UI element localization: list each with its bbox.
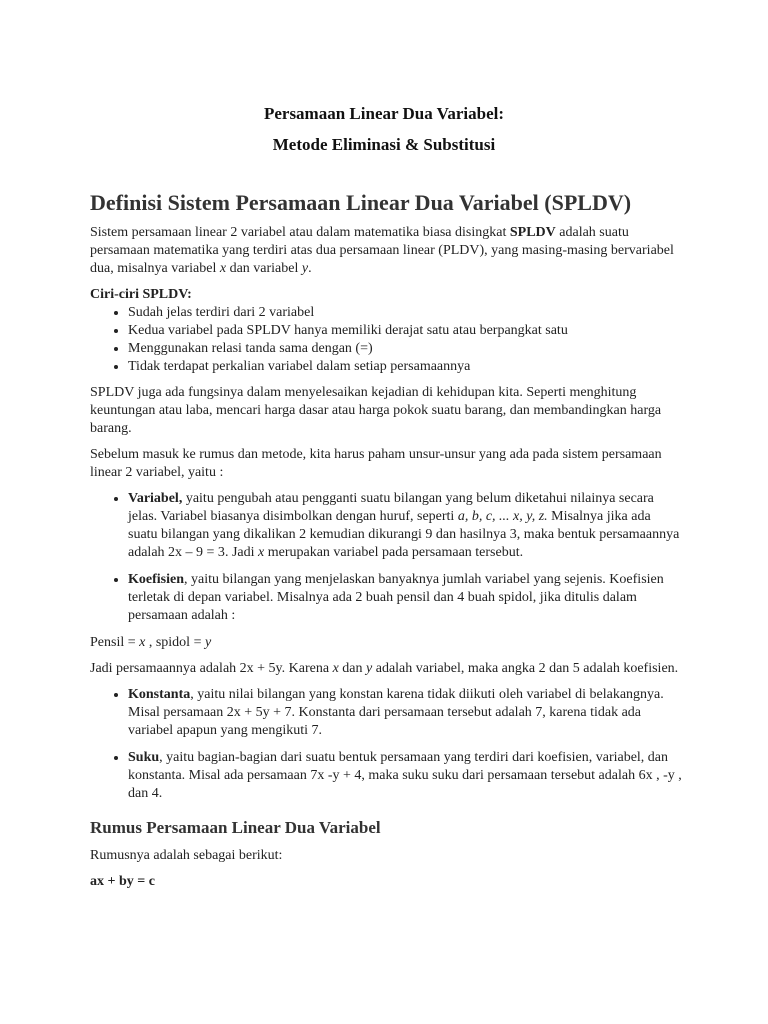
bold-term: Variabel, xyxy=(128,491,183,506)
section-heading-rumus: Rumus Persamaan Linear Dua Variabel xyxy=(90,818,381,837)
document-title-line2: Metode Eliminasi & Substitusi xyxy=(272,135,496,154)
list-item: • Menggunakan relasi tanda sama dengan (=) xyxy=(128,340,682,358)
list-item-konstanta xyxy=(128,686,682,740)
variable-x: x xyxy=(258,545,265,560)
variable-y: y xyxy=(204,635,212,650)
intro-unsur-paragraph: Sebelum masuk ke rumus dan metode, kita harus paham unsur-unsur yang ada pada sistem persamaan linear 2 variabel, yaitu : xyxy=(90,447,662,480)
bold-term: Suku xyxy=(128,750,160,765)
list-item-variabel xyxy=(128,490,682,562)
pensil-line xyxy=(90,634,682,652)
text-span: dan xyxy=(338,661,367,676)
bold-term: Konstanta xyxy=(128,687,191,702)
variable-letters: a, b, c, ... x, y, z. xyxy=(457,509,548,524)
text-span: , yaitu bilangan yang menjelaskan banyaknya jumlah variabel yang sejenis. Koefisien terletak di depan variabel. Misalnya ada 2 buah pensil dan 4 buah spidol, jika ditulis dalam persamaan adalah : xyxy=(128,572,664,623)
ciri-label: Ciri-ciri SPLDV: xyxy=(90,287,192,302)
unsur-list-2 xyxy=(90,686,682,803)
term-6x: 6x xyxy=(638,768,653,783)
text-span: , spidol = xyxy=(145,635,205,650)
text-span: , xyxy=(652,768,664,783)
formula: ax + by = c xyxy=(90,874,155,889)
document-title-line1: Persamaan Linear Dua Variabel: xyxy=(263,104,505,123)
text-span: Pensil = xyxy=(90,635,140,650)
text-span: adalah suatu persamaan matematika yang terdiri atas dua persamaan linear (PLDV), yang masing-masing bervariabel dua, misalnya variabel xyxy=(90,225,674,276)
text-span: , maka suku suku dari persamaan tersebut adalah xyxy=(361,768,639,783)
text-span: . xyxy=(308,261,312,276)
text-span: Misalnya jika ada suatu bilangan yang dikalikan 2 kemudian dikurangi 9 dan hasilnya 3, maka bentuk persamaannya adalah xyxy=(128,509,680,560)
term-y: -y xyxy=(663,768,675,783)
text-span: . Karena xyxy=(281,661,333,676)
equation: 7x -y + 4 xyxy=(310,768,362,783)
text-span: merupakan variabel pada persamaan tersebut. xyxy=(264,545,524,560)
text-span: yaitu pengubah atau pengganti suatu bilangan yang belum diketahui nilainya secara jelas. Variabel biasanya disimbolkan dengan huruf, seperti xyxy=(128,491,654,524)
jadi-paragraph xyxy=(90,660,682,678)
equation: 2x – 9 = 3 xyxy=(168,545,225,560)
text-span: dan variabel xyxy=(226,261,302,276)
equation: 2x + 5y + 7 xyxy=(226,705,292,720)
list-item-suku xyxy=(128,749,682,803)
list-item: • Kedua variabel pada SPLDV hanya memiliki derajat satu atau berpangkat satu xyxy=(128,322,682,340)
text-span: . Konstanta dari persamaan tersebut adalah 7, karena tidak ada variabel apapun yang mengikuti 7. xyxy=(128,705,642,738)
unsur-list-1 xyxy=(90,490,682,625)
section-heading-definisi: Definisi Sistem Persamaan Linear Dua Variabel (SPLDV) xyxy=(90,190,632,215)
text-span: Jadi persamaannya adalah xyxy=(90,661,240,676)
equation: 2x + 5y xyxy=(239,661,282,676)
bold-term: Koefisien xyxy=(128,572,184,587)
variable-x: x xyxy=(332,661,339,676)
text-span: , yaitu bagian-bagian dari suatu bentuk persamaan yang terdiri dari koefisien, variabel, dan konstanta. Misal ada persamaan xyxy=(128,750,669,783)
variable-y: y xyxy=(366,661,373,676)
list-item-koefisien xyxy=(128,571,682,625)
variable-y: y xyxy=(301,261,309,276)
list-item: • Tidak terdapat perkalian variabel dalam setiap persamaannya xyxy=(128,358,682,376)
text-span: . Jadi xyxy=(224,545,258,560)
text-span: , yaitu nilai bilangan yang konstan karena tidak diikuti oleh variabel di belakangnya. Misal persamaan xyxy=(128,687,664,720)
ciri-list xyxy=(90,304,682,376)
text-span: Sistem persamaan linear 2 variabel atau dalam matematika biasa disingkat xyxy=(90,225,510,240)
rumus-intro: Rumusnya adalah sebagai berikut: xyxy=(90,848,283,863)
definition-paragraph xyxy=(90,224,682,278)
variable-x: x xyxy=(139,635,146,650)
function-paragraph: SPLDV juga ada fungsinya dalam menyelesaikan kejadian di kehidupan kita. Seperti menghitung keuntungan atau laba, mencari harga dasar atau harga pokok suatu barang, dan membandingkan harga barang. xyxy=(90,385,662,436)
text-span: , dan 4. xyxy=(128,768,682,801)
bold-term: SPLDV xyxy=(509,225,556,240)
list-item: • Sudah jelas terdiri dari 2 variabel xyxy=(128,304,682,322)
variable-x: x xyxy=(219,261,227,276)
document-body xyxy=(90,190,682,899)
text-span: adalah variabel, maka angka 2 dan 5 adalah koefisien. xyxy=(372,661,679,676)
